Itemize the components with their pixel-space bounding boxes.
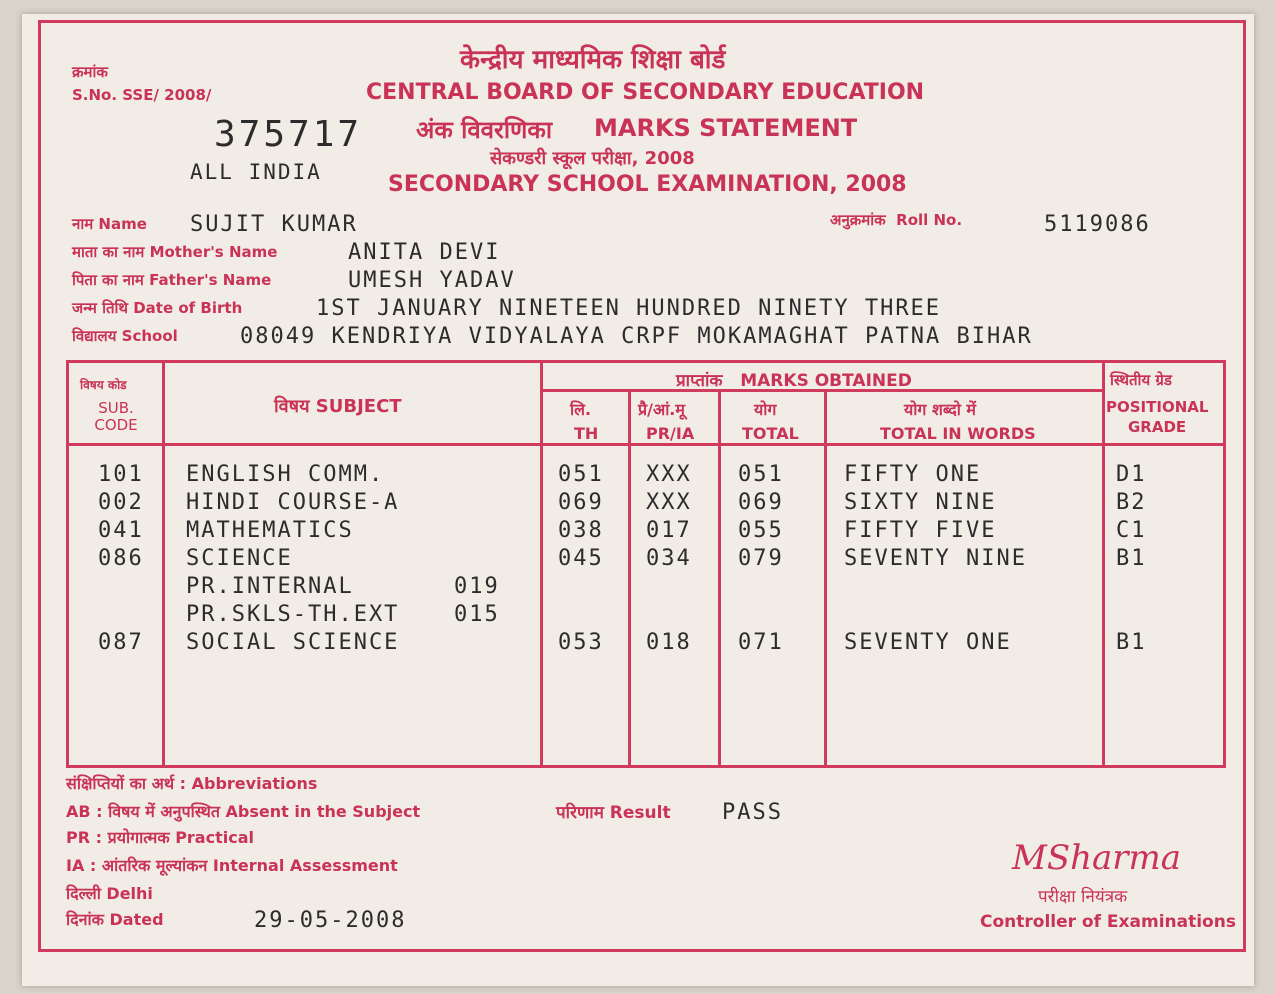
marks-obtained-header: प्राप्तांक MARKS OBTAINED [676,371,912,391]
cell-code: 101 [98,462,144,487]
grade-header-hi: स्थितीय ग्रेड [1110,371,1172,389]
cell-total: 055 [738,518,784,543]
cell-subject: HINDI COURSE-A [186,490,400,515]
cell-pria: XXX [646,490,692,515]
board-name-en: CENTRAL BOARD OF SECONDARY EDUCATION [366,80,925,105]
grade-header-en-1: POSITIONAL [1106,398,1209,416]
board-name-hi: केन्द्रीय माध्यमिक शिक्षा बोर्ड [460,45,726,75]
serial-label-en: S.No. SSE/ 2008/ [72,86,212,104]
subject-header: विषय SUBJECT [274,396,402,417]
cell-th: 053 [558,630,604,655]
col-divider [824,390,827,768]
cell-th: 038 [558,518,604,543]
grade-header-en-2: GRADE [1128,418,1187,436]
roll-label: अनुक्रमांक Roll No. [830,211,963,229]
cell-grade: B1 [1116,546,1147,571]
exam-name-hi: सेकण्डरी स्कूल परीक्षा, 2008 [490,148,695,169]
school-name: 08049 KENDRIYA VIDYALAYA CRPF MOKAMAGHAT PATNA BIHAR [240,324,1033,349]
words-header-en: TOTAL IN WORDS [880,424,1036,443]
father-label: पिता का नाम Father's Name [72,271,272,289]
cell-code: 087 [98,630,144,655]
cell-grade: C1 [1116,518,1147,543]
mother-label: माता का नाम Mother's Name [72,243,278,261]
exam-name-en: SECONDARY SCHOOL EXAMINATION, 2008 [388,172,907,197]
cell-subject: PR.INTERNAL [186,574,354,599]
cell-sub-value: 019 [454,574,500,599]
scope-text: ALL INDIA [190,160,322,184]
cell-subject: PR.SKLS-TH.EXT [186,602,400,627]
cell-code: 041 [98,518,144,543]
cell-words: SEVENTY NINE [844,546,1027,571]
sub-code-header-hi: विषय कोड [80,378,127,392]
pria-header-en: PR/IA [646,424,695,443]
cell-grade: B1 [1116,630,1147,655]
statement-title-en: MARKS STATEMENT [594,114,858,142]
cell-words: FIFTY ONE [844,462,982,487]
cell-total: 071 [738,630,784,655]
statement-title-hi: अंक विवरणिका [416,116,553,144]
pria-header-hi: प्रै/आं.मू [638,400,685,419]
header-divider [66,443,1226,446]
result-label: परिणाम Result [556,803,671,823]
cell-total: 079 [738,546,784,571]
serial-label-hi: क्रमांक [72,63,108,81]
cell-subject: MATHEMATICS [186,518,354,543]
cell-total: 051 [738,462,784,487]
abbreviations-title: संक्षिप्तियों का अर्थ : Abbreviations [66,774,318,793]
cell-pria: 034 [646,546,692,571]
words-header-hi: योग शब्दो में [904,400,976,419]
th-header-hi: लि. [570,400,592,419]
controller-title-en: Controller of Examinations [980,912,1236,932]
total-header-en: TOTAL [742,424,799,443]
school-label: विद्यालय School [72,327,178,345]
cell-words: FIFTY FIVE [844,518,997,543]
name-label: नाम Name [72,215,147,233]
cell-pria: XXX [646,462,692,487]
cell-th: 051 [558,462,604,487]
place-delhi: दिल्ली Delhi [66,884,153,903]
cell-subject: SCIENCE [186,546,293,571]
abbr-practical: PR : प्रयोगात्मक Practical [66,828,254,847]
mother-name: ANITA DEVI [348,240,501,265]
roll-number: 5119086 [1044,212,1151,237]
cell-grade: B2 [1116,490,1147,515]
total-header-hi: योग [754,400,777,419]
controller-title-hi: परीक्षा नियंत्रक [1038,887,1128,907]
father-name: UMESH YADAV [348,268,516,293]
col-divider [1102,360,1105,768]
cell-subject: SOCIAL SCIENCE [186,630,400,655]
cell-sub-value: 015 [454,602,500,627]
result-value: PASS [722,800,783,825]
cell-subject: ENGLISH COMM. [186,462,385,487]
cell-words: SEVENTY ONE [844,630,1012,655]
cell-pria: 018 [646,630,692,655]
cell-code: 002 [98,490,144,515]
dated-label: दिनांक Dated [66,910,164,929]
col-divider [540,360,543,768]
cell-grade: D1 [1116,462,1147,487]
serial-number: 375717 [214,114,363,155]
cell-code: 086 [98,546,144,571]
cell-words: SIXTY NINE [844,490,997,515]
sub-code-header-en: SUB. CODE [94,399,138,434]
col-divider [718,390,721,768]
cell-pria: 017 [646,518,692,543]
col-divider [162,360,165,768]
col-divider [628,390,631,768]
abbr-internal: IA : आंतरिक मूल्यांकन Internal Assessment [66,856,398,875]
cell-total: 069 [738,490,784,515]
student-name: SUJIT KUMAR [190,212,358,237]
cell-th: 045 [558,546,604,571]
th-header-en: TH [574,424,599,443]
dob-label: जन्म तिथि Date of Birth [72,299,243,317]
controller-signature: MSharma [1012,838,1182,878]
issue-date: 29-05-2008 [254,908,407,933]
abbr-absent: AB : विषय में अनुपस्थित Absent in the Subject [66,802,421,821]
cell-th: 069 [558,490,604,515]
date-of-birth: 1ST JANUARY NINETEEN HUNDRED NINETY THREE [316,296,942,321]
